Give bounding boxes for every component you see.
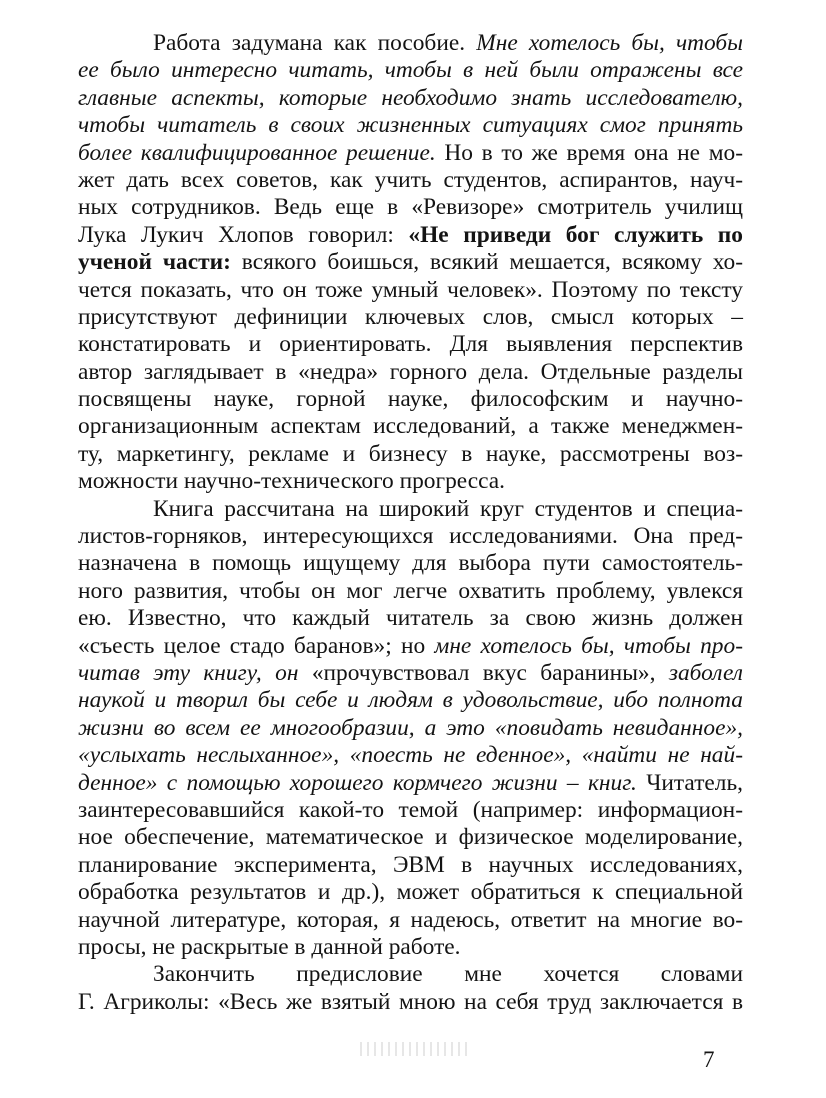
text-run: «прочувствовал вкус баранины»,: [311, 659, 669, 686]
text-line: [78, 770, 743, 797]
italic-run: «услыхать неслыханное», «поесть не еденное», «найти не най-: [78, 742, 743, 769]
text-line: [78, 633, 743, 660]
text-line: [78, 824, 743, 851]
text-line: [78, 304, 743, 331]
text-line: [78, 249, 743, 276]
text-run: автор заглядывает в «недра» горного дела. Отдельные разделы: [78, 358, 743, 385]
text-line: [78, 441, 743, 468]
text-line: [78, 496, 743, 523]
text-run: Закончить предисловие мне хочется словами: [153, 961, 743, 988]
text-line: [78, 934, 743, 961]
text-line: [78, 140, 743, 167]
text-run: Г. Агриколы: «Весь же взятый мною на себя труд заключается в: [78, 988, 743, 1015]
text-line: [78, 605, 743, 632]
text-line: [78, 578, 743, 605]
text-run: Лука Лукич Хлопов говорил:: [78, 221, 409, 248]
page-number: 7: [703, 1047, 715, 1072]
italic-run: Мне хотелось бы, чтобы: [476, 30, 743, 56]
text-line: [78, 660, 743, 687]
italic-run: мне хотелось бы, чтобы про-: [434, 632, 743, 659]
bold-run: «Не приведи бог служить по: [408, 221, 743, 248]
text-line: [78, 961, 743, 988]
text-run: листов-горняков, интересующихся исследованиями. Она пред-: [78, 523, 743, 550]
text-run: всякого боишься, всякий мешается, всякому хо-: [230, 249, 743, 276]
text-run: Работа задумана как пособие.: [153, 30, 477, 56]
text-run: Но в то же время она не мо-: [435, 139, 743, 166]
text-run: Читатель,: [636, 769, 743, 796]
text-run: ных сотрудников. Ведь еще в «Ревизоре» смотритель училищ: [78, 194, 743, 221]
text-line: [78, 57, 743, 84]
italic-run: денное» с помощью хорошего кормчего жизни – книг.: [78, 769, 637, 796]
italic-run: читав эту книгу, он: [78, 659, 312, 686]
text-line: [78, 85, 743, 112]
text-run: планирование эксперимента, ЭВМ в научных исследованиях,: [78, 851, 743, 878]
text-run: назначена в помощь ищущему для выбора пути самостоятель-: [78, 550, 743, 577]
text-run: обработка результатов и др.), может обратиться к специальной: [78, 879, 743, 906]
text-line: [78, 167, 743, 194]
text-run: посвящены науке, горной науке, философским и научно-: [78, 386, 743, 413]
text-run: чется показать, что он тоже умный человек». Поэтому по тексту: [78, 276, 743, 303]
text-line: [78, 194, 743, 221]
text-line: [78, 359, 743, 386]
text-run: «съесть целое стадо баранов»; но: [78, 632, 435, 659]
text-run: научной литературе, которая, я надеюсь, ответит на многие во-: [78, 906, 743, 933]
bold-run: ученой части:: [78, 249, 231, 276]
text-line: [78, 687, 743, 714]
text-line: [78, 112, 743, 139]
text-line: [78, 550, 743, 577]
text-run: просы, не раскрытые в данной работе.: [78, 933, 461, 960]
text-run: ею. Известно, что каждый читатель за свою жизнь должен: [78, 605, 743, 632]
text-run: заинтересовавшийся какой-то темой (например: информацион-: [78, 796, 743, 823]
text-line: [78, 30, 743, 57]
text-run: жет дать всех советов, как учить студентов, аспирантов, науч-: [78, 166, 743, 193]
text-line: [78, 468, 743, 495]
text-line: [78, 742, 743, 769]
italic-run: жизни во всем ее многообразии, а это «повидать невиданное»,: [78, 714, 743, 741]
italic-run: наукой и творил бы себе и людям в удовольствие, ибо полнота: [78, 687, 743, 714]
text-line: [78, 331, 743, 358]
text-line: [78, 879, 743, 906]
italic-run: чтобы читатель в своих жизненных ситуациях смог принять: [78, 112, 743, 139]
text-run: ное обеспечение, математическое и физическое моделирование,: [78, 824, 743, 851]
text-line: [78, 386, 743, 413]
italic-run: ее было интересно читать, чтобы в ней были отражены все: [78, 57, 743, 84]
scan-artifact: [360, 1042, 470, 1056]
text-line: [78, 413, 743, 440]
text-run: присутствуют дефиниции ключевых слов, смысл которых –: [78, 303, 743, 330]
text-run: организационным аспектам исследований, а также менеджмен-: [78, 413, 743, 440]
text-run: ного развития, чтобы он мог легче охватить проблему, увлекся: [78, 577, 743, 604]
text-run: констатировать и ориентировать. Для выявления перспектив: [78, 331, 743, 358]
text-line: [78, 277, 743, 304]
italic-run: главные аспекты, которые необходимо знать исследователю,: [78, 84, 743, 111]
text-line: [78, 797, 743, 824]
text-run: можности научно-технического прогресса.: [78, 468, 506, 495]
text-line: [78, 852, 743, 879]
text-line: [78, 523, 743, 550]
body-text: [78, 30, 743, 1016]
text-line: [78, 222, 743, 249]
text-run: ту, маркетингу, рекламе и бизнесу в науке, рассмотрены воз-: [78, 440, 743, 467]
text-line: [78, 989, 743, 1016]
text-run: Книга рассчитана на широкий круг студентов и специа-: [153, 495, 743, 522]
italic-run: заболел: [668, 659, 743, 686]
text-line: [78, 715, 743, 742]
italic-run: более квалифицированное решение.: [78, 139, 436, 166]
text-line: [78, 907, 743, 934]
